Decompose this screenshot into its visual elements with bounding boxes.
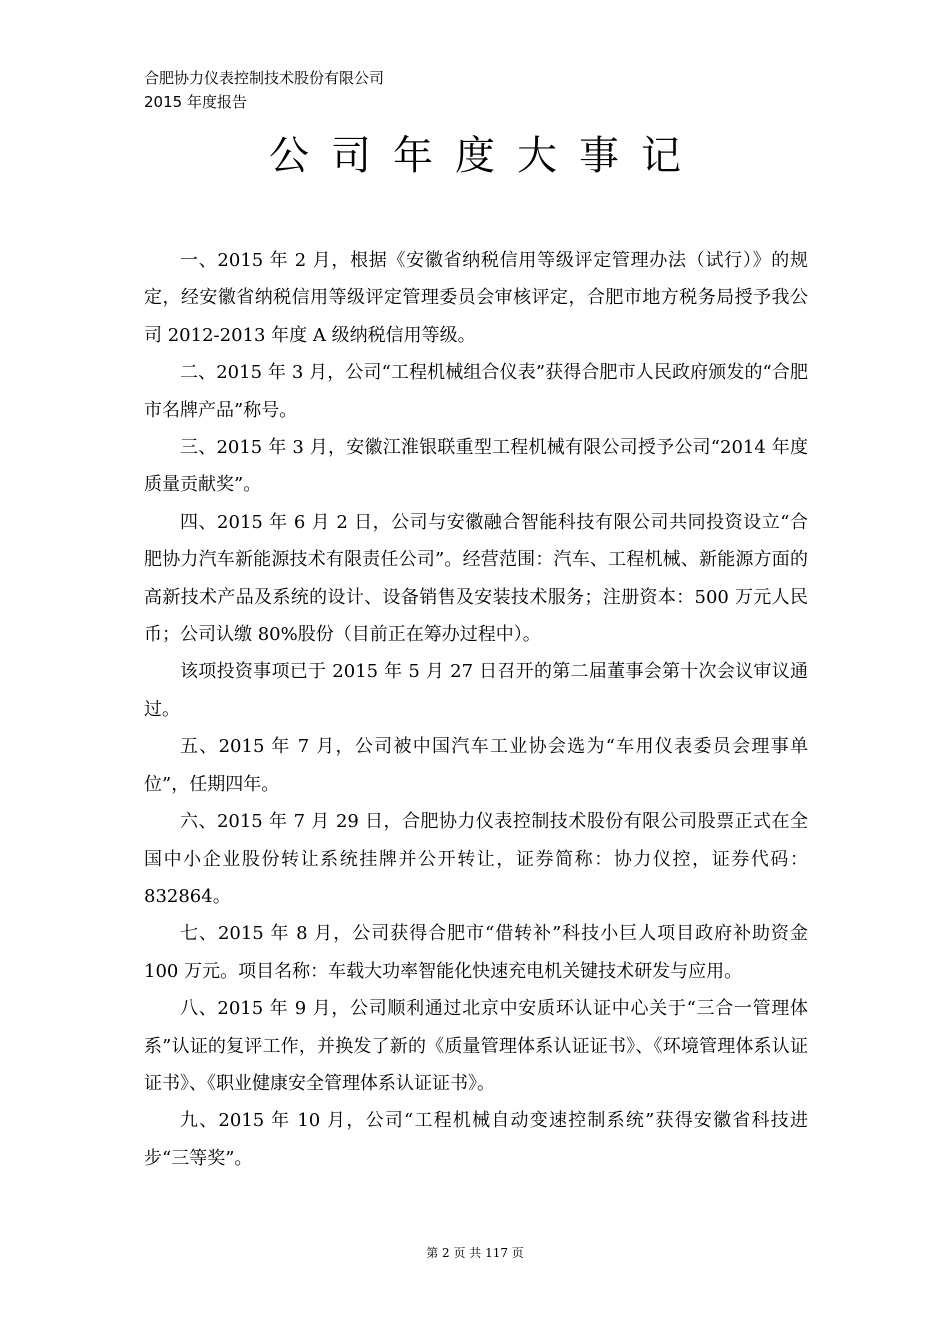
event-paragraph: 三、2015 年 3 月，安徽江淮银联重型工程机械有限公司授予公司“2014 年度质量贡献奖”。 [144, 437, 808, 496]
event-paragraph: 五、2015 年 7 月，公司被中国汽车工业协会选为“车用仪表委员会理事单位”，任期四年。 [144, 736, 808, 795]
event-paragraph: 八、2015 年 9 月，公司顺利通过北京中安质环认证中心关于“三合一管理体系”认证的复评工作，并换发了新的《质量管理体系认证证书》、《环境管理体系认证证书》、《职业健康安全管理体系认证证书》。 [144, 998, 808, 1094]
header-company: 合肥协力仪表控制技术股份有限公司 [144, 69, 385, 87]
events-body [144, 242, 808, 1177]
event-paragraph: 六、2015 年 7 月 29 日，合肥协力仪表控制技术股份有限公司股票正式在全国中小企业股份转让系统挂牌并公开转让，证券简称：协力仪控，证券代码：832864。 [144, 811, 808, 907]
page-header [144, 66, 384, 114]
event-paragraph: 该项投资事项已于 2015 年 5 月 27 日召开的第二届董事会第十次会议审议通过。 [144, 661, 808, 720]
header-report: 2015 年度报告 [144, 93, 247, 111]
event-paragraph: 二、2015 年 3 月，公司“工程机械组合仪表”获得合肥市人民政府颁发的“合肥市名牌产品”称号。 [144, 362, 808, 421]
event-paragraph: 七、2015 年 8 月，公司获得合肥市“借转补”科技小巨人项目政府补助资金 100 万元。项目名称：车载大功率智能化快速充电机关键技术研发与应用。 [144, 923, 808, 982]
page-title: 公司年度大事记 [269, 133, 703, 179]
page-footer: 第 2 页 共 117 页 [426, 1246, 524, 1260]
event-paragraph: 一、2015 年 2 月，根据《安徽省纳税信用等级评定管理办法（试行）》的规定，经安徽省纳税信用等级评定管理委员会审核评定，合肥市地方税务局授予我公司 2012-2013 年度 A 级纳税信用等级。 [144, 250, 808, 346]
event-paragraph: 九、2015 年 10 月，公司“工程机械自动变速控制系统”获得安徽省科技进步“三等奖”。 [144, 1110, 808, 1169]
event-paragraph: 四、2015 年 6 月 2 日，公司与安徽融合智能科技有限公司共同投资设立“合肥协力汽车新能源技术有限责任公司”。经营范围：汽车、工程机械、新能源方面的高新技术产品及系统的设计、设备销售及安装技术服务；注册资本：500 万元人民币；公司认缴 80%股份（目前正在筹办过程中）。 [144, 511, 808, 646]
